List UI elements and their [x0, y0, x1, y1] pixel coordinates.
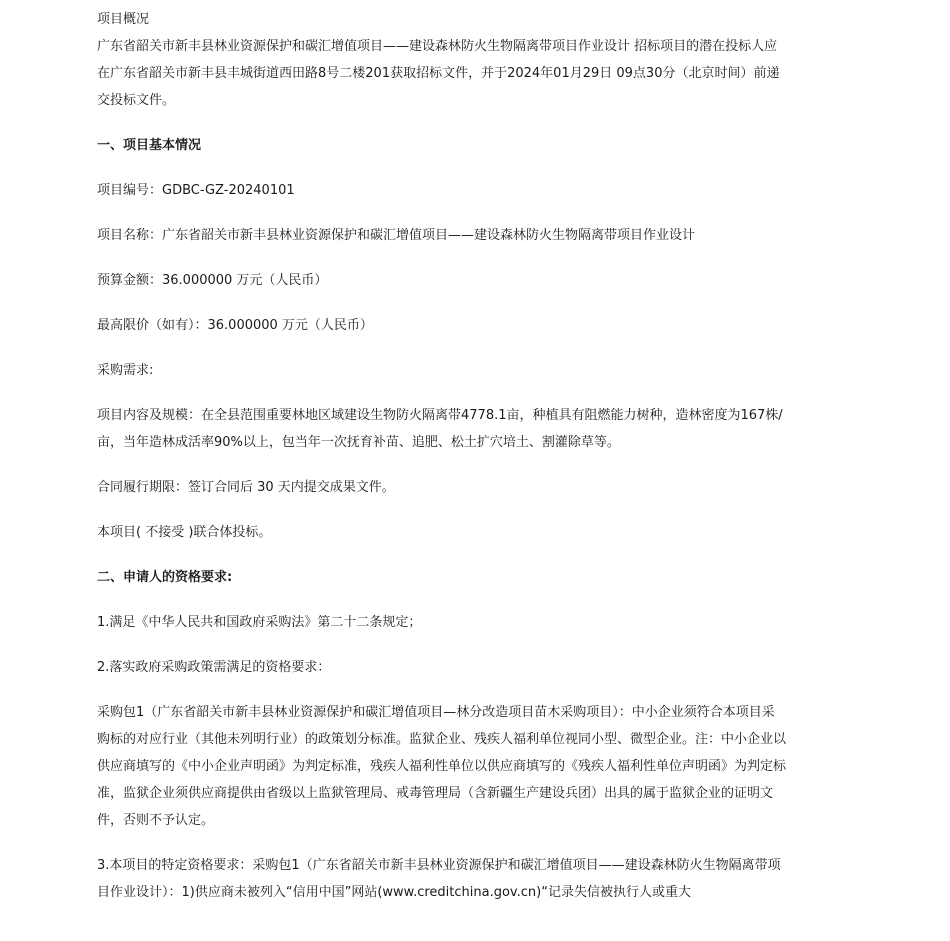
demand-label: 采购需求: — [97, 363, 154, 378]
document-body — [97, 6, 787, 906]
requirement-2: 2.落实政府采购政策需满足的资格要求： — [97, 660, 331, 675]
max-price: 最高限价（如有）：36.000000 万元（人民币） — [97, 318, 373, 333]
requirement-2-detail: 采购包1（广东省韶关市新丰县林业资源保护和碳汇增值项目—林分改造项目苗木采购项目）：中小企业须符合本项目采购标的对应行业（其他未列明行业）的政策划分标准。监狱企业、残疾人福利单位视同小型、微型企业。注：中小企业以供应商填写的《中小企业声明函》为判定标准，残疾人福利性单位以供应商填写的《残疾人福利性单位声明函》为判定标准，监狱企业须供应商提供由省级以上监狱管理局、戒毒管理局（含新疆生产建设兵团）出具的属于监狱企业的证明文件，否则不予认定。 — [97, 705, 787, 828]
overview-text: 广东省韶关市新丰县林业资源保护和碳汇增值项目——建设森林防火生物隔离带项目作业设计 招标项目的潜在投标人应在广东省韶关市新丰县丰城街道西田路8号二楼201获取招标文件，并于2024年01月29日 09点30分（北京时间）前递交投标文件。 — [97, 39, 780, 108]
section2-heading: 二、申请人的资格要求: — [97, 570, 233, 585]
requirement-1: 1.满足《中华人民共和国政府采购法》第二十二条规定； — [97, 615, 422, 630]
project-scope: 项目内容及规模：在全县范围重要林地区域建设生物防火隔离带4778.1亩，种植具有阻燃能力树种，造林密度为167株/亩，当年造林成活率90%以上，包当年一次抚育补苗、追肥、松土扩穴培土、割灌除草等。 — [97, 408, 783, 450]
section1-heading: 一、项目基本情况 — [97, 138, 202, 153]
budget-amount: 预算金额：36.000000 万元（人民币） — [97, 273, 328, 288]
requirement-3: 3.本项目的特定资格要求：采购包1（广东省韶关市新丰县林业资源保护和碳汇增值项目——建设森林防火生物隔离带项目作业设计）：1)供应商未被列入“信用中国”网站(www.creditchina.gov.cn)“记录失信被执行人或重大 — [97, 858, 781, 900]
overview-label: 项目概况 — [97, 12, 150, 27]
project-name: 项目名称：广东省韶关市新丰县林业资源保护和碳汇增值项目——建设森林防火生物隔离带项目作业设计 — [97, 228, 696, 243]
project-number: 项目编号：GDBC-GZ-20240101 — [97, 183, 295, 198]
contract-period: 合同履行期限：签订合同后 30 天内提交成果文件。 — [97, 480, 395, 495]
consortium-note: 本项目( 不接受 )联合体投标。 — [97, 525, 272, 540]
